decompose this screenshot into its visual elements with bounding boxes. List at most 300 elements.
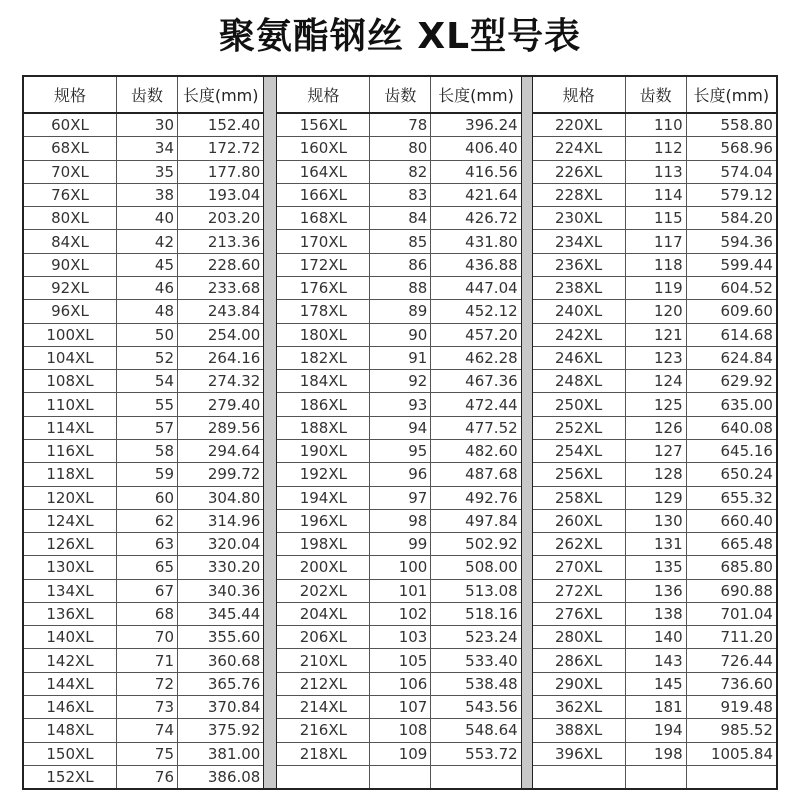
cell-teeth: 80 xyxy=(370,137,431,159)
cell-length: 655.32 xyxy=(720,488,773,507)
cell-spec: 114XL xyxy=(24,417,117,439)
cell-teeth: 108 xyxy=(370,719,431,741)
table-row xyxy=(277,603,520,626)
cell-length: 635.00 xyxy=(720,395,773,414)
cell-teeth: 107 xyxy=(370,696,431,718)
cell-length: 472.44 xyxy=(465,395,518,414)
cell-teeth: 52 xyxy=(117,347,178,369)
cell-teeth: 136 xyxy=(626,580,687,602)
cell-teeth: 127 xyxy=(626,440,687,462)
cell-teeth: 114 xyxy=(626,184,687,206)
cell-length: 254.00 xyxy=(207,325,261,344)
cell-length: 233.68 xyxy=(207,279,261,298)
cell-length: 426.72 xyxy=(465,209,518,228)
cell-spec: 126XL xyxy=(24,533,117,555)
table-row xyxy=(277,487,520,510)
cell-teeth: 115 xyxy=(626,207,687,229)
cell-spec: 272XL xyxy=(533,580,626,602)
cell-spec: 150XL xyxy=(24,743,117,765)
cell-spec: 96XL xyxy=(24,300,117,322)
table-row xyxy=(24,580,263,603)
cell-spec: 388XL xyxy=(533,719,626,741)
cell-teeth: 65 xyxy=(117,556,178,578)
cell-teeth: 143 xyxy=(626,649,687,671)
cell-spec: 220XL xyxy=(533,114,626,136)
cell-teeth: 130 xyxy=(626,510,687,532)
table-row xyxy=(277,533,520,556)
cell-length: 213.36 xyxy=(207,232,261,251)
table-row xyxy=(533,673,776,696)
cell-spec: 92XL xyxy=(24,277,117,299)
table-row xyxy=(277,370,520,393)
page-title: 聚氨酯钢丝 XL型号表 xyxy=(218,16,582,57)
cell-spec: 224XL xyxy=(533,137,626,159)
table-row xyxy=(533,766,776,788)
table-row xyxy=(24,161,263,184)
header-length: 长度(mm) xyxy=(693,86,770,105)
cell-length: 436.88 xyxy=(465,255,518,274)
cell-teeth: 72 xyxy=(117,673,178,695)
cell-spec: 218XL xyxy=(277,743,370,765)
table-row xyxy=(533,230,776,253)
table-row xyxy=(24,254,263,277)
table-row xyxy=(24,463,263,486)
cell-spec: 166XL xyxy=(277,184,370,206)
table-row xyxy=(533,556,776,579)
table-row xyxy=(533,696,776,719)
cell-spec xyxy=(533,766,626,788)
cell-teeth: 84 xyxy=(370,207,431,229)
cell-spec: 192XL xyxy=(277,463,370,485)
cell-spec: 194XL xyxy=(277,487,370,509)
cell-spec: 182XL xyxy=(277,347,370,369)
cell-length: 538.48 xyxy=(465,674,518,693)
cell-teeth: 102 xyxy=(370,603,431,625)
cell-teeth: 109 xyxy=(370,743,431,765)
cell-teeth: 63 xyxy=(117,533,178,555)
cell-length: 645.16 xyxy=(720,442,773,461)
cell-teeth: 145 xyxy=(626,673,687,695)
cell-spec: 84XL xyxy=(24,230,117,252)
cell-length: 568.96 xyxy=(720,139,773,158)
cell-length: 452.12 xyxy=(465,302,518,321)
table-row xyxy=(277,184,520,207)
cell-length: 228.60 xyxy=(207,255,261,274)
cell-length: 477.52 xyxy=(465,418,518,437)
cell-teeth: 35 xyxy=(117,161,178,183)
cell-length: 726.44 xyxy=(720,651,773,670)
cell-spec: 120XL xyxy=(24,487,117,509)
cell-length: 416.56 xyxy=(465,162,518,181)
cell-length: 518.16 xyxy=(465,605,518,624)
cell-length: 609.60 xyxy=(720,302,773,321)
cell-spec: 134XL xyxy=(24,580,117,602)
cell-teeth: 92 xyxy=(370,370,431,392)
cell-length: 482.60 xyxy=(465,442,518,461)
cell-length: 492.76 xyxy=(465,488,518,507)
table-row xyxy=(277,230,520,253)
cell-length: 289.56 xyxy=(207,418,261,437)
table-row xyxy=(277,556,520,579)
cell-spec: 108XL xyxy=(24,370,117,392)
cell-length: 177.80 xyxy=(207,162,261,181)
cell-spec: 236XL xyxy=(533,254,626,276)
cell-spec: 100XL xyxy=(24,324,117,346)
cell-length: 690.88 xyxy=(720,581,773,600)
cell-teeth: 75 xyxy=(117,743,178,765)
cell-spec: 202XL xyxy=(277,580,370,602)
cell-spec: 234XL xyxy=(533,230,626,252)
table-row xyxy=(277,417,520,440)
cell-teeth: 99 xyxy=(370,533,431,555)
cell-length: 193.04 xyxy=(207,185,261,204)
table-row xyxy=(24,114,263,137)
table-row xyxy=(277,347,520,370)
table-row xyxy=(24,184,263,207)
table-row xyxy=(533,487,776,510)
table-row xyxy=(24,207,263,230)
cell-teeth: 123 xyxy=(626,347,687,369)
cell-teeth: 112 xyxy=(626,137,687,159)
table-row xyxy=(277,673,520,696)
table-row xyxy=(24,556,263,579)
cell-spec: 76XL xyxy=(24,184,117,206)
cell-spec: 196XL xyxy=(277,510,370,532)
cell-spec: 118XL xyxy=(24,463,117,485)
cell-length: 294.64 xyxy=(207,442,261,461)
table-row xyxy=(533,743,776,766)
cell-teeth xyxy=(626,766,687,788)
table-group-2 xyxy=(277,77,520,788)
table-row xyxy=(533,626,776,649)
cell-spec: 230XL xyxy=(533,207,626,229)
cell-teeth: 38 xyxy=(117,184,178,206)
cell-spec: 200XL xyxy=(277,556,370,578)
cell-length: 650.24 xyxy=(720,465,773,484)
table-row xyxy=(533,510,776,533)
header-row xyxy=(533,77,776,114)
cell-length: 243.84 xyxy=(207,302,261,321)
cell-teeth: 100 xyxy=(370,556,431,578)
cell-spec: 250XL xyxy=(533,393,626,415)
cell-spec: 180XL xyxy=(277,324,370,346)
cell-spec: 104XL xyxy=(24,347,117,369)
cell-teeth: 62 xyxy=(117,510,178,532)
cell-teeth: 124 xyxy=(626,370,687,392)
cell-teeth: 50 xyxy=(117,324,178,346)
cell-teeth: 34 xyxy=(117,137,178,159)
cell-spec: 144XL xyxy=(24,673,117,695)
cell-teeth: 119 xyxy=(626,277,687,299)
table-row xyxy=(533,207,776,230)
cell-length: 584.20 xyxy=(720,209,773,228)
cell-spec: 242XL xyxy=(533,324,626,346)
cell-spec: 198XL xyxy=(277,533,370,555)
cell-length: 330.20 xyxy=(207,558,261,577)
cell-spec: 142XL xyxy=(24,649,117,671)
table-row xyxy=(24,277,263,300)
table-row xyxy=(277,743,520,766)
table-group-3 xyxy=(533,77,776,788)
cell-spec: 240XL xyxy=(533,300,626,322)
table-row xyxy=(24,743,263,766)
table-row xyxy=(533,300,776,323)
table-row xyxy=(533,393,776,416)
table-row xyxy=(24,766,263,788)
header-length: 长度(mm) xyxy=(182,86,259,105)
cell-spec: 190XL xyxy=(277,440,370,462)
table-row xyxy=(24,370,263,393)
table-row xyxy=(533,184,776,207)
header-row xyxy=(277,77,520,114)
column-separator xyxy=(263,77,277,788)
cell-teeth: 101 xyxy=(370,580,431,602)
cell-length: 345.44 xyxy=(207,605,261,624)
cell-length: 360.68 xyxy=(207,651,261,670)
cell-length: 701.04 xyxy=(720,605,773,624)
cell-length: 487.68 xyxy=(465,465,518,484)
cell-teeth: 58 xyxy=(117,440,178,462)
table-row xyxy=(24,533,263,556)
cell-length: 574.04 xyxy=(720,162,773,181)
header-teeth: 齿数 xyxy=(117,77,178,112)
table-row xyxy=(533,719,776,742)
cell-spec: 184XL xyxy=(277,370,370,392)
table-row xyxy=(24,300,263,323)
table-row xyxy=(533,347,776,370)
cell-spec: 170XL xyxy=(277,230,370,252)
cell-length: 599.44 xyxy=(720,255,773,274)
cell-length: 462.28 xyxy=(465,348,518,367)
table-row xyxy=(277,324,520,347)
cell-length: 447.04 xyxy=(465,279,518,298)
table-row xyxy=(277,277,520,300)
cell-teeth: 135 xyxy=(626,556,687,578)
cell-spec: 210XL xyxy=(277,649,370,671)
table-row xyxy=(277,719,520,742)
cell-spec: 396XL xyxy=(533,743,626,765)
cell-length: 370.84 xyxy=(207,698,261,717)
cell-spec: 246XL xyxy=(533,347,626,369)
cell-teeth: 48 xyxy=(117,300,178,322)
cell-teeth: 91 xyxy=(370,347,431,369)
cell-teeth: 105 xyxy=(370,649,431,671)
table-row xyxy=(24,510,263,533)
cell-length: 355.60 xyxy=(207,628,261,647)
table-row xyxy=(24,230,263,253)
cell-length: 614.68 xyxy=(720,325,773,344)
cell-teeth: 198 xyxy=(626,743,687,765)
cell-spec: 140XL xyxy=(24,626,117,648)
cell-length: 320.04 xyxy=(207,535,261,554)
cell-spec: 168XL xyxy=(277,207,370,229)
cell-teeth: 94 xyxy=(370,417,431,439)
cell-teeth: 74 xyxy=(117,719,178,741)
header-length: 长度(mm) xyxy=(438,86,514,105)
cell-length: 685.80 xyxy=(720,558,773,577)
table-row xyxy=(24,137,263,160)
cell-spec: 188XL xyxy=(277,417,370,439)
table-row xyxy=(277,393,520,416)
cell-spec: 216XL xyxy=(277,719,370,741)
header-teeth: 齿数 xyxy=(370,77,431,112)
cell-teeth: 40 xyxy=(117,207,178,229)
cell-teeth: 125 xyxy=(626,393,687,415)
cell-teeth: 103 xyxy=(370,626,431,648)
cell-spec: 290XL xyxy=(533,673,626,695)
cell-spec: 276XL xyxy=(533,603,626,625)
cell-length: 304.80 xyxy=(207,488,261,507)
cell-teeth: 60 xyxy=(117,487,178,509)
cell-spec: 60XL xyxy=(24,114,117,136)
cell-length: 553.72 xyxy=(465,744,518,763)
cell-length: 279.40 xyxy=(207,395,261,414)
cell-spec: 178XL xyxy=(277,300,370,322)
cell-spec: 116XL xyxy=(24,440,117,462)
cell-length xyxy=(431,766,520,788)
cell-length: 523.24 xyxy=(465,628,518,647)
cell-length: 558.80 xyxy=(720,116,773,135)
table-row xyxy=(533,277,776,300)
cell-spec: 164XL xyxy=(277,161,370,183)
table-row xyxy=(24,347,263,370)
cell-spec: 362XL xyxy=(533,696,626,718)
cell-length: 508.00 xyxy=(465,558,518,577)
cell-length: 660.40 xyxy=(720,511,773,530)
cell-teeth: 117 xyxy=(626,230,687,252)
table-row xyxy=(277,626,520,649)
cell-length: 919.48 xyxy=(720,698,773,717)
cell-spec xyxy=(277,766,370,788)
cell-spec: 90XL xyxy=(24,254,117,276)
cell-teeth: 57 xyxy=(117,417,178,439)
cell-teeth: 45 xyxy=(117,254,178,276)
cell-teeth: 129 xyxy=(626,487,687,509)
table-row xyxy=(533,580,776,603)
cell-spec: 146XL xyxy=(24,696,117,718)
cell-teeth: 70 xyxy=(117,626,178,648)
cell-spec: 136XL xyxy=(24,603,117,625)
cell-teeth: 54 xyxy=(117,370,178,392)
cell-teeth: 194 xyxy=(626,719,687,741)
cell-spec: 248XL xyxy=(533,370,626,392)
table-row xyxy=(24,719,263,742)
cell-teeth: 126 xyxy=(626,417,687,439)
cell-spec: 270XL xyxy=(533,556,626,578)
table-row xyxy=(277,580,520,603)
cell-length: 299.72 xyxy=(207,465,261,484)
table-row xyxy=(24,417,263,440)
cell-length: 365.76 xyxy=(207,674,261,693)
cell-length: 502.92 xyxy=(465,535,518,554)
header-spec: 规格 xyxy=(24,77,117,112)
cell-length: 736.60 xyxy=(720,674,773,693)
cell-spec: 252XL xyxy=(533,417,626,439)
cell-teeth: 88 xyxy=(370,277,431,299)
cell-spec: 152XL xyxy=(24,766,117,788)
cell-teeth: 121 xyxy=(626,324,687,346)
cell-teeth xyxy=(370,766,431,788)
table-row xyxy=(24,324,263,347)
cell-teeth: 68 xyxy=(117,603,178,625)
cell-spec: 238XL xyxy=(533,277,626,299)
cell-teeth: 90 xyxy=(370,324,431,346)
cell-length xyxy=(687,766,776,788)
cell-length: 431.80 xyxy=(465,232,518,251)
header-row xyxy=(24,77,263,114)
cell-length: 264.16 xyxy=(207,348,261,367)
cell-length: 624.84 xyxy=(720,348,773,367)
table-row xyxy=(533,417,776,440)
table-row xyxy=(24,603,263,626)
cell-spec: 228XL xyxy=(533,184,626,206)
cell-length: 457.20 xyxy=(465,325,518,344)
cell-teeth: 59 xyxy=(117,463,178,485)
cell-length: 711.20 xyxy=(720,628,773,647)
cell-spec: 206XL xyxy=(277,626,370,648)
cell-length: 386.08 xyxy=(207,768,261,787)
cell-spec: 110XL xyxy=(24,393,117,415)
table-row xyxy=(277,161,520,184)
cell-spec: 204XL xyxy=(277,603,370,625)
cell-teeth: 71 xyxy=(117,649,178,671)
cell-spec: 212XL xyxy=(277,673,370,695)
cell-length: 548.64 xyxy=(465,721,518,740)
cell-length: 985.52 xyxy=(720,721,773,740)
cell-length: 421.64 xyxy=(465,185,518,204)
table-row xyxy=(533,440,776,463)
cell-teeth: 46 xyxy=(117,277,178,299)
table-row xyxy=(533,161,776,184)
table-row xyxy=(533,603,776,626)
table-group-1 xyxy=(24,77,263,788)
cell-teeth: 93 xyxy=(370,393,431,415)
table-row xyxy=(24,487,263,510)
table-row xyxy=(277,137,520,160)
cell-teeth: 73 xyxy=(117,696,178,718)
column-separator xyxy=(521,77,533,788)
cell-spec: 256XL xyxy=(533,463,626,485)
table-row xyxy=(533,114,776,137)
cell-length: 594.36 xyxy=(720,232,773,251)
cell-teeth: 30 xyxy=(117,114,178,136)
table-row xyxy=(277,254,520,277)
table-row xyxy=(277,300,520,323)
cell-length: 579.12 xyxy=(720,185,773,204)
cell-spec: 226XL xyxy=(533,161,626,183)
cell-spec: 186XL xyxy=(277,393,370,415)
cell-spec: 160XL xyxy=(277,137,370,159)
cell-length: 375.92 xyxy=(207,721,261,740)
header-teeth: 齿数 xyxy=(626,77,687,112)
cell-length: 665.48 xyxy=(720,535,773,554)
cell-teeth: 128 xyxy=(626,463,687,485)
table-row xyxy=(277,463,520,486)
cell-length: 629.92 xyxy=(720,372,773,391)
cell-teeth: 55 xyxy=(117,393,178,415)
cell-spec: 172XL xyxy=(277,254,370,276)
table-row xyxy=(277,440,520,463)
cell-teeth: 85 xyxy=(370,230,431,252)
cell-spec: 258XL xyxy=(533,487,626,509)
cell-length: 533.40 xyxy=(465,651,518,670)
cell-spec: 68XL xyxy=(24,137,117,159)
cell-length: 314.96 xyxy=(207,511,261,530)
cell-teeth: 83 xyxy=(370,184,431,206)
cell-length: 172.72 xyxy=(207,139,261,158)
xl-belt-table xyxy=(22,75,778,790)
table-row xyxy=(277,207,520,230)
